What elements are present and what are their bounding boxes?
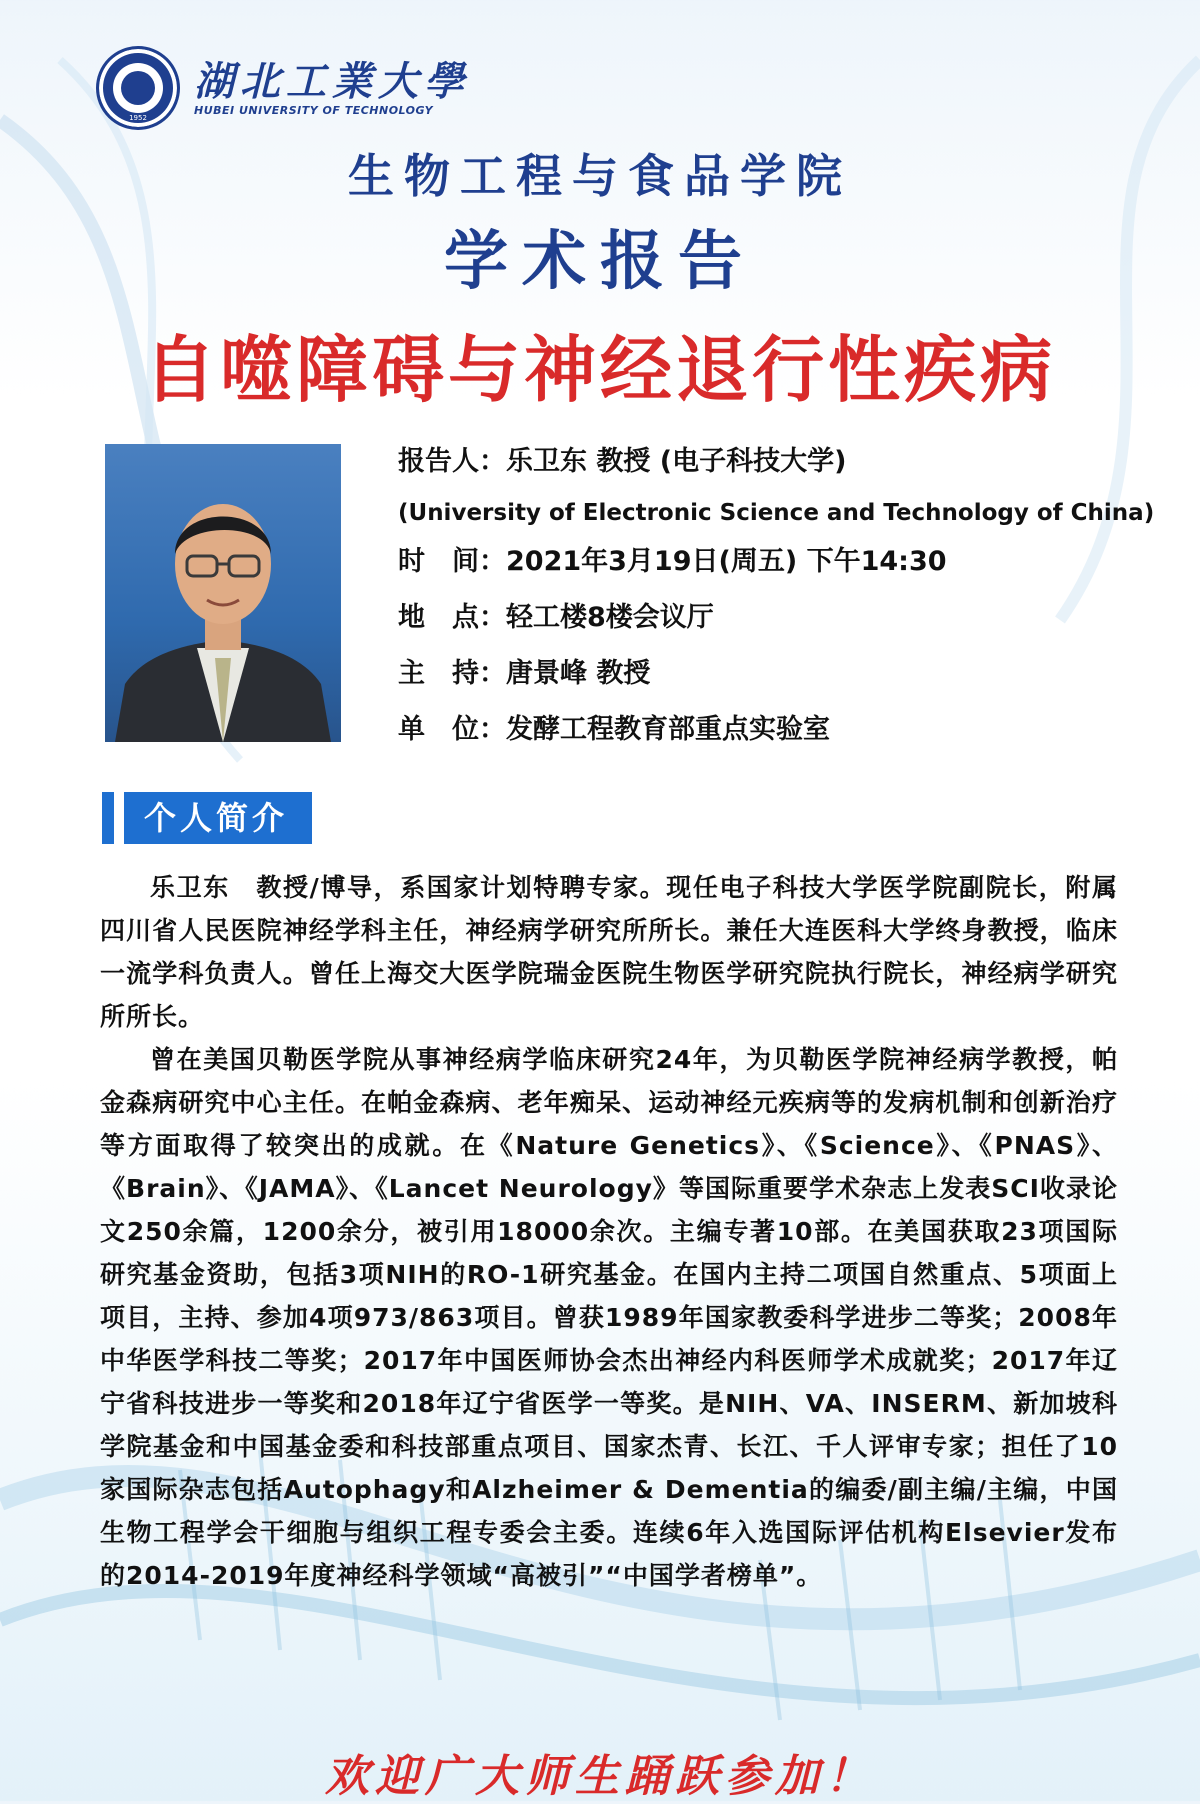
host-value: 唐景峰 教授 bbox=[506, 658, 651, 689]
bio-body bbox=[100, 866, 1118, 1597]
bio-paragraph-2: 曾在美国贝勒医学院从事神经病学临床研究24年，为贝勒医学院神经病学教授，帕金森病研究中心主任。在帕金森病、老年痴呆、运动神经元疾病等的发病机制和创新治疗等方面取得了较突出的成就。在《Nature Genetics》、《Science》、《PNAS》、《Brain》、《JAMA》、《Lancet Neurology》等国际重要学术杂志上发表SCI收录论文250余篇，1200余分，被引用18000余次。主编专著10部。在美国获取23项国际研究基金资助，包括3项NIH的RO-1研究基金。在国内主持二项国自然重点、5项面上项目，主持、参加4项973/863项目。曾获1989年国家教委科学进步二等奖；2008年中华医学科技二等奖；2017年中国医师协会杰出神经内科医师学术成就奖；2017年辽宁省科技进步一等奖和2018年辽宁省医学一等奖。是NIH、VA、INSERM、新加坡科学院基金和中国基金委和科技部重点项目、国家杰青、长江、千人评审专家；担任了10家国际杂志包括Autophagy和Alzheimer & Dementia的编委/副主编/主编，中国生物工程学会干细胞与组织工程专委会主委。连续6年入选国际评估机构Elsevier发布的2014-2019年度神经科学领域“高被引”“中国学者榜单”。 bbox=[100, 1045, 1118, 1590]
lecture-topic: 自噬障碍与神经退行性疾病 bbox=[143, 328, 1056, 412]
event-type-title: 学术报告 bbox=[444, 225, 756, 299]
unit-value: 发酵工程教育部重点实验室 bbox=[506, 714, 830, 745]
time-label: 时 间： bbox=[398, 546, 506, 577]
welcome-message: 欢迎广大师生踊跃参加！ bbox=[325, 1751, 875, 1802]
place-row bbox=[398, 598, 1188, 654]
university-seal-icon bbox=[96, 46, 180, 130]
host-label: 主 持： bbox=[398, 658, 506, 689]
university-name-cn: 湖北工業大學 bbox=[194, 57, 470, 105]
bio-heading-text: 个人简介 bbox=[124, 792, 312, 844]
university-logo bbox=[96, 46, 470, 130]
heading-accent-bar bbox=[102, 792, 114, 844]
university-name-en: HUBEI UNIVERSITY OF TECHNOLOGY bbox=[194, 103, 434, 117]
unit-label: 单 位： bbox=[398, 714, 506, 745]
college-name: 生物工程与食品学院 bbox=[348, 149, 852, 203]
seal-year: 1952 bbox=[129, 114, 147, 122]
speaker-photo bbox=[105, 444, 341, 742]
affiliation-en: (University of Electronic Science and Technology of China) bbox=[398, 500, 1155, 526]
time-row bbox=[398, 542, 1188, 598]
portrait-photo-icon bbox=[105, 444, 341, 742]
bio-paragraph-1: 乐卫东 教授/博导，系国家计划特聘专家。现任电子科技大学医学院副院长，附属四川省人民医院神经学科主任，神经病学研究所所长。兼任大连医科大学终身教授，临床一流学科负责人。曾任上海交大医学院瑞金医院生物医学研究院执行院长，神经病学研究所所长。 bbox=[100, 873, 1118, 1031]
place-label: 地 点： bbox=[398, 602, 506, 633]
lecture-details bbox=[398, 442, 1188, 766]
host-row bbox=[398, 654, 1188, 710]
speaker-value: 乐卫东 教授 (电子科技大学) bbox=[506, 446, 847, 477]
time-value: 2021年3月19日(周五) 下午14:30 bbox=[506, 546, 947, 577]
speaker-label: 报告人： bbox=[398, 446, 506, 477]
unit-row bbox=[398, 710, 1188, 766]
place-value: 轻工楼8楼会议厅 bbox=[506, 602, 714, 633]
bio-section-heading bbox=[102, 792, 312, 844]
speaker-row bbox=[398, 442, 1188, 498]
